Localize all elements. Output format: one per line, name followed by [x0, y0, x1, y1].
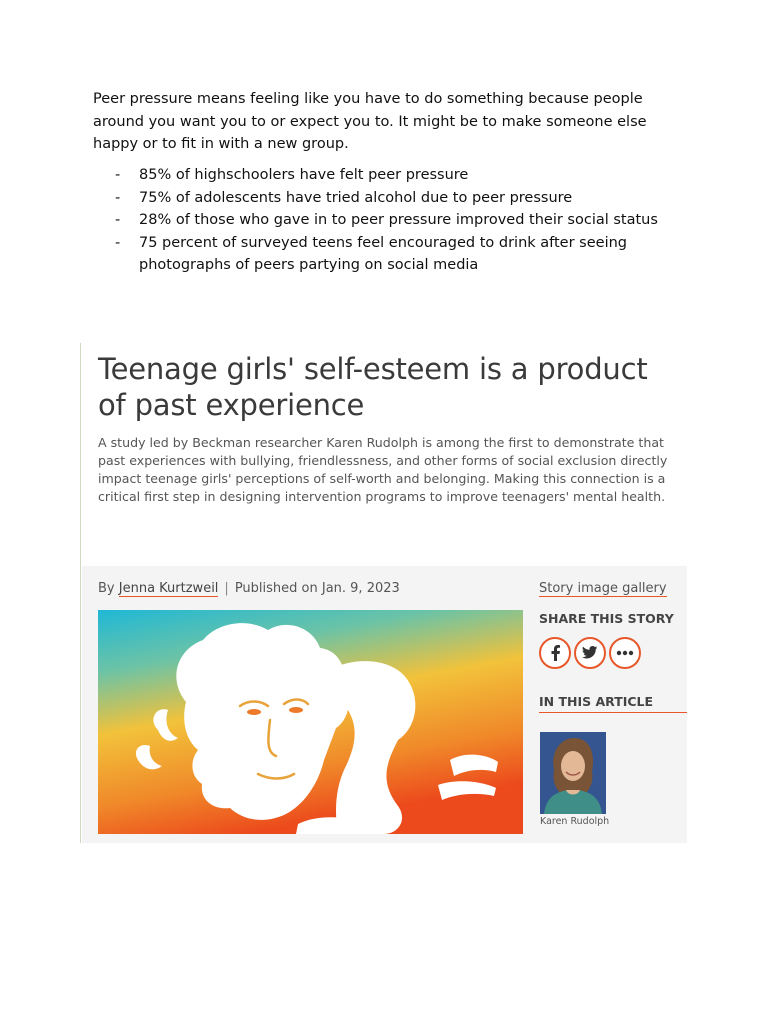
- list-item: [115, 209, 675, 232]
- hero-illustration: [98, 610, 523, 834]
- twitter-icon: [582, 646, 598, 660]
- list-item: [115, 232, 675, 277]
- more-icon: [616, 650, 634, 656]
- list-item-text: 28% of those who gave in to peer pressure improved their social status: [139, 212, 658, 228]
- bullet-marker: -: [115, 234, 121, 251]
- article-sidebar: [539, 566, 687, 843]
- hero-image: [98, 610, 523, 834]
- twitter-share-button[interactable]: [574, 637, 606, 669]
- intro-paragraph: Peer pressure means feeling like you have to do something because people around you want you to or expect you to. It might be to make someone else happy or to fit in with a new group.: [93, 91, 647, 152]
- facebook-icon: [548, 645, 562, 661]
- bullet-marker: -: [115, 167, 121, 183]
- bullet-marker: -: [115, 212, 121, 228]
- statistics-list: [115, 164, 675, 277]
- share-title: SHARE THIS STORY: [539, 611, 674, 626]
- more-share-button[interactable]: [609, 637, 641, 669]
- share-buttons: [539, 637, 641, 669]
- list-item: [115, 187, 675, 210]
- person-photo[interactable]: [540, 732, 606, 814]
- article-screenshot: [80, 343, 687, 843]
- person-name: Karen Rudolph: [540, 816, 610, 827]
- bullet-marker: -: [115, 189, 121, 206]
- publish-date: Published on Jan. 9, 2023: [234, 581, 400, 596]
- article-headline: Teenage girls' self-esteem is a product of past experience: [98, 352, 648, 422]
- list-item: [115, 164, 675, 187]
- byline-prefix: By: [98, 581, 115, 596]
- article-summary: A study led by Beckman researcher Karen Rudolph is among the first to demonstrate that past experiences with bullying, friendlessness, and other forms of social exclusion directly impact teenage girls' perceptions of self-worth and belonging. Making this connection is a critical first step in designing intervention programs to improve teenagers' mental health.: [98, 435, 668, 504]
- facebook-share-button[interactable]: [539, 637, 571, 669]
- in-this-article-title: IN THIS ARTICLE: [539, 694, 687, 713]
- author-link[interactable]: Jenna Kurtzweil: [118, 581, 219, 596]
- byline-separator: |: [224, 581, 229, 596]
- byline: [98, 581, 400, 596]
- article-meta-band: [82, 566, 687, 843]
- list-item-text: 75% of adolescents have tried alcohol due to peer pressure: [139, 189, 573, 206]
- person-portrait: [540, 732, 606, 814]
- list-item-text: 75 percent of surveyed teens feel encouraged to drink after seeing photographs of peers partying on social media: [139, 234, 627, 273]
- list-item-text: 85% of highschoolers have felt peer pressure: [139, 167, 469, 183]
- story-image-gallery-link[interactable]: Story image gallery: [539, 581, 667, 596]
